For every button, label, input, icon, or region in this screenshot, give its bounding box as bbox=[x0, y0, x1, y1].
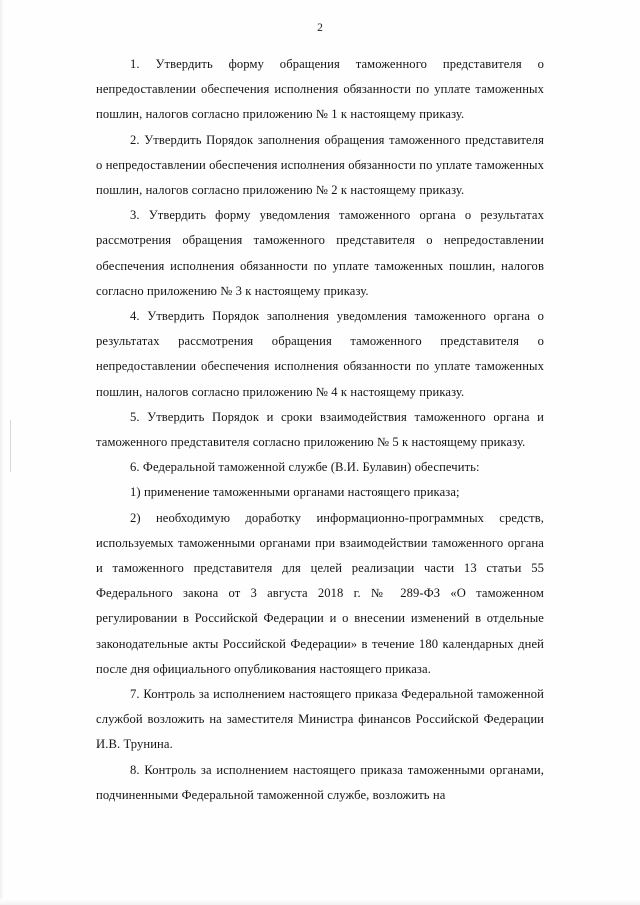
document-body bbox=[96, 52, 544, 808]
paragraph-item-2: 2. Утвердить Порядок заполнения обращения таможенного представителя о непредоставлении обеспечения исполнения обязанности по уплате таможенных пошлин, налогов согласно приложению № 2 к настоящему приказу. bbox=[96, 132, 544, 198]
paragraph-item-7: 7. Контроль за исполнением настоящего приказа Федеральной таможенной службой возложить на заместителя Министра финансов Российской Федерации И.В. Трунина. bbox=[96, 687, 544, 752]
paragraph-item-6-1: 1) применение таможенными органами настоящего приказа; bbox=[130, 485, 460, 500]
page-left-edge-shadow bbox=[0, 0, 4, 905]
page-bottom-edge-shadow bbox=[0, 899, 640, 905]
margin-artifact-line bbox=[10, 420, 11, 472]
paragraph-item-4: 4. Утвердить Порядок заполнения уведомления таможенного органа о результатах рассмотрения обращения таможенного представителя о непредоставлении обеспечения исполнения обязанности по уплате таможенных пошлин, налогов согласно приложению № 4 к настоящему приказу. bbox=[96, 309, 544, 399]
paragraph-item-3: 3. Утвердить форму уведомления таможенного органа о результатах рассмотрения обращения таможенного представителя о непредоставлении обеспечения исполнения обязанности по уплате таможенных пошлин, налогов согласно приложению № 3 к настоящему приказу. bbox=[96, 208, 544, 298]
page-number: 2 bbox=[317, 22, 323, 34]
paragraph-item-8: 8. Контроль за исполнением настоящего приказа таможенными органами, подчиненными Федеральной таможенной службе, возложить на bbox=[96, 762, 544, 802]
paragraph-item-6: 6. Федеральной таможенной службе (В.И. Булавин) обеспечить: bbox=[130, 460, 480, 475]
paragraph-item-1: 1. Утвердить форму обращения таможенного представителя о непредоставлении обеспечения исполнения обязанности по уплате таможенных пошлин, налогов согласно приложению № 1 к настоящему приказу. bbox=[96, 57, 544, 122]
paragraph-item-6-2: 2) необходимую доработку информационно-программных средств, используемых таможенными органами при взаимодействии таможенного органа и таможенного представителя для целей реализации части 13 статьи 55 Федерального закона от 3 августа 2018 г. № 289-ФЗ «О таможенном регулировании в Российской Федерации и о внесении изменений в отдельные законодательные акты Российской Федерации» в течение 180 календарных дней после дня официального опубликования настоящего приказа. bbox=[96, 510, 544, 676]
paragraph-item-5: 5. Утвердить Порядок и сроки взаимодействия таможенного органа и таможенного представителя согласно приложению № 5 к настоящему приказу. bbox=[96, 409, 544, 450]
